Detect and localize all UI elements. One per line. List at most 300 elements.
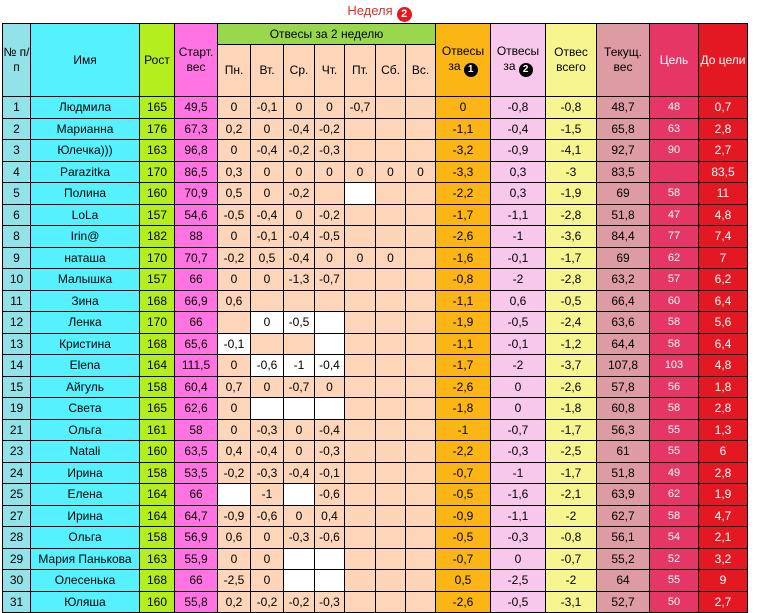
week-badge: 2 [397,7,412,22]
row-day-loss: -0,3 [315,441,345,463]
row-current-weight: 83,5 [597,161,650,183]
row-name: Полина [31,183,140,205]
row-height: 157 [140,269,175,291]
row-day-loss [315,183,345,205]
row-loss-week2: -0,5 [491,591,546,613]
row-start-weight: 56,9 [175,527,218,549]
row-day-loss: 0,6 [218,527,251,549]
row-current-weight: 64,4 [597,333,650,355]
row-day-loss: -0,2 [218,462,251,484]
row-to-goal: 2,7 [699,591,748,613]
row-day-loss: 0,5 [218,183,251,205]
row-start-weight: 49,5 [175,97,218,119]
row-day-loss [345,355,376,377]
row-name: Юляша [31,591,140,613]
row-start-weight: 58 [175,419,218,441]
row-loss-total: -3 [546,161,597,183]
row-loss-week2: 0 [491,548,546,570]
row-goal: 56 [650,376,699,398]
row-day-loss [376,441,406,463]
row-loss-week1: -1,1 [436,290,491,312]
row-height: 158 [140,376,175,398]
row-height: 163 [140,548,175,570]
row-num: 31 [3,591,31,613]
row-current-weight: 92,7 [597,140,650,162]
table-row [3,591,748,613]
row-day-loss: -0,6 [315,527,345,549]
title-text: Неделя [347,3,393,18]
header-to-goal: До цели [699,24,748,97]
row-day-loss [345,183,376,205]
row-to-goal: 7,4 [699,226,748,248]
row-day-loss: 0 [345,161,376,183]
row-day-loss [376,290,406,312]
row-day-loss: -0,4 [284,226,315,248]
header-day: Пт. [345,45,376,97]
row-day-loss [315,312,345,334]
row-day-loss [406,591,436,613]
row-day-loss [406,247,436,269]
row-name: Ленка [31,312,140,334]
row-day-loss: 0 [284,97,315,119]
row-current-weight: 55,2 [597,548,650,570]
row-loss-total: -2,6 [546,376,597,398]
row-num: 15 [3,376,31,398]
header-day: Пн. [218,45,251,97]
row-num: 4 [3,161,31,183]
row-day-loss: -0,5 [218,204,251,226]
row-loss-week1: -0,5 [436,527,491,549]
row-name: наташа [31,247,140,269]
row-goal: 90 [650,140,699,162]
row-start-weight: 70,7 [175,247,218,269]
header-name: Имя [31,24,140,97]
header-loss-week2-label: Отвесы за [496,43,540,73]
row-day-loss [345,312,376,334]
row-day-loss [315,570,345,592]
row-name: Ирина [31,462,140,484]
row-height: 164 [140,484,175,506]
row-loss-week1: -1,6 [436,247,491,269]
row-loss-total: -2,8 [546,269,597,291]
row-day-loss [218,312,251,334]
row-start-weight: 70,9 [175,183,218,205]
row-num: 14 [3,355,31,377]
row-day-loss: -0,6 [251,355,284,377]
row-goal: 55 [650,441,699,463]
row-name: Мария Панькова [31,548,140,570]
row-num: 30 [3,570,31,592]
row-loss-week1: -0,8 [436,269,491,291]
row-goal: 52 [650,548,699,570]
header-goal: Цель [650,24,699,97]
row-name: Юлечка))) [31,140,140,162]
row-day-loss: 0 [284,161,315,183]
row-loss-total: -0,7 [546,548,597,570]
row-day-loss [406,484,436,506]
table-row [3,183,748,205]
row-start-weight: 66,9 [175,290,218,312]
row-day-loss: 0,7 [218,376,251,398]
row-current-weight: 56,1 [597,527,650,549]
row-loss-week1: -1,1 [436,118,491,140]
row-day-loss [406,333,436,355]
row-height: 170 [140,312,175,334]
row-to-goal: 9 [699,570,748,592]
row-loss-week2: -0,1 [491,333,546,355]
row-current-weight: 56,3 [597,419,650,441]
row-loss-total: -2,5 [546,441,597,463]
row-day-loss [345,570,376,592]
row-day-loss [376,527,406,549]
row-day-loss: 0,2 [218,591,251,613]
row-day-loss: 0 [218,419,251,441]
row-day-loss [376,570,406,592]
row-current-weight: 84,4 [597,226,650,248]
row-day-loss: 0 [315,247,345,269]
row-to-goal: 7 [699,247,748,269]
row-loss-total: -1,7 [546,247,597,269]
row-day-loss: 0 [376,247,406,269]
row-start-weight: 67,3 [175,118,218,140]
row-day-loss: -0,4 [284,247,315,269]
row-to-goal: 6 [699,441,748,463]
row-loss-total: -0,8 [546,527,597,549]
row-to-goal: 4,7 [699,505,748,527]
header-losses-group: Отвесы за 2 неделю [218,24,436,45]
row-day-loss [251,333,284,355]
row-day-loss: -0,5 [315,226,345,248]
row-num: 12 [3,312,31,334]
row-loss-week1: -1,1 [436,333,491,355]
row-height: 161 [140,419,175,441]
row-day-loss: 0,3 [218,161,251,183]
row-loss-total: -3,1 [546,591,597,613]
row-day-loss: -1,3 [284,269,315,291]
row-goal: 62 [650,484,699,506]
row-day-loss: -0,2 [284,183,315,205]
row-goal: 55 [650,419,699,441]
row-day-loss [284,290,315,312]
row-day-loss [345,462,376,484]
row-day-loss: -0,4 [315,419,345,441]
row-day-loss [376,204,406,226]
row-to-goal: 6,2 [699,269,748,291]
row-to-goal: 1,3 [699,419,748,441]
row-loss-week1: -1,7 [436,204,491,226]
row-loss-total: -1,5 [546,118,597,140]
row-day-loss: 0 [251,312,284,334]
row-loss-week2: 0,6 [491,290,546,312]
row-loss-week1: -2,6 [436,376,491,398]
row-start-weight: 86,5 [175,161,218,183]
row-day-loss: 0 [315,97,345,119]
row-to-goal: 3,2 [699,548,748,570]
row-height: 163 [140,140,175,162]
table-row [3,548,748,570]
row-day-loss [315,398,345,420]
row-name: Ирина [31,505,140,527]
row-height: 165 [140,398,175,420]
row-day-loss [315,333,345,355]
row-day-loss: -0,7 [315,269,345,291]
row-goal: 103 [650,355,699,377]
row-day-loss: -0,1 [218,333,251,355]
row-goal: 63 [650,118,699,140]
row-day-loss: -0,3 [315,140,345,162]
header-loss-week1-label: Отвесы за [441,43,485,73]
row-day-loss [406,527,436,549]
row-name: Natali [31,441,140,463]
sheet-title [0,3,759,22]
row-loss-total: -0,8 [546,97,597,119]
row-goal: 54 [650,527,699,549]
row-height: 168 [140,570,175,592]
row-day-loss: 0,5 [251,247,284,269]
row-loss-total: -1,7 [546,462,597,484]
header-start-weight: Старт. вес [175,24,218,97]
row-current-weight: 69 [597,247,650,269]
row-loss-week1: -2,2 [436,183,491,205]
row-current-weight: 69 [597,183,650,205]
row-day-loss [345,527,376,549]
row-loss-week2: -1 [491,226,546,248]
row-day-loss [345,548,376,570]
row-day-loss [376,269,406,291]
row-start-weight: 60,4 [175,376,218,398]
table-row [3,247,748,269]
row-loss-week2: -2 [491,269,546,291]
row-day-loss [345,118,376,140]
row-day-loss: 0 [251,527,284,549]
table-row [3,505,748,527]
row-day-loss [345,140,376,162]
row-current-weight: 57,8 [597,376,650,398]
row-loss-week2: 0,3 [491,161,546,183]
row-day-loss: -0,1 [315,462,345,484]
row-day-loss [284,548,315,570]
row-current-weight: 51,8 [597,462,650,484]
row-start-weight: 66 [175,570,218,592]
row-day-loss: 0 [251,118,284,140]
table-row [3,484,748,506]
row-day-loss [376,484,406,506]
row-num: 23 [3,441,31,463]
row-day-loss [376,419,406,441]
row-day-loss [406,355,436,377]
row-day-loss [251,398,284,420]
row-day-loss [406,226,436,248]
table-row [3,398,748,420]
row-day-loss [345,204,376,226]
row-day-loss: -0,6 [315,484,345,506]
row-height: 160 [140,183,175,205]
row-day-loss: 0 [251,570,284,592]
row-loss-week1: -3,2 [436,140,491,162]
row-start-weight: 96,8 [175,140,218,162]
row-loss-week2: -2 [491,355,546,377]
row-height: 164 [140,505,175,527]
row-loss-week1: -3,3 [436,161,491,183]
row-day-loss: -0,7 [345,97,376,119]
row-day-loss [218,484,251,506]
row-day-loss [376,398,406,420]
row-day-loss: 0 [218,140,251,162]
row-goal [650,161,699,183]
row-current-weight: 63,6 [597,312,650,334]
row-to-goal: 1,8 [699,376,748,398]
row-day-loss [376,355,406,377]
row-name: Parazitka [31,161,140,183]
row-to-goal: 4,8 [699,204,748,226]
row-loss-total: -4,1 [546,140,597,162]
row-num: 21 [3,419,31,441]
row-num: 1 [3,97,31,119]
row-loss-total: -2,8 [546,204,597,226]
row-height: 165 [140,97,175,119]
row-start-weight: 53,5 [175,462,218,484]
row-to-goal: 5,6 [699,312,748,334]
row-loss-week1: -0,5 [436,484,491,506]
row-day-loss [251,290,284,312]
table-row [3,462,748,484]
row-day-loss: -0,5 [284,312,315,334]
row-name: Ольга [31,527,140,549]
row-height: 168 [140,290,175,312]
row-start-weight: 64,7 [175,505,218,527]
row-day-loss: -0,4 [284,462,315,484]
row-loss-week1: -2,6 [436,226,491,248]
row-num: 28 [3,527,31,549]
row-height: 170 [140,247,175,269]
row-current-weight: 63,2 [597,269,650,291]
row-day-loss: 0 [218,398,251,420]
row-day-loss: -0,3 [251,462,284,484]
row-day-loss: 0,6 [218,290,251,312]
row-day-loss: -0,2 [284,140,315,162]
row-name: Ольга [31,419,140,441]
row-goal: 58 [650,183,699,205]
table-body [3,97,748,613]
row-num: 2 [3,118,31,140]
row-num: 6 [3,204,31,226]
row-day-loss: -0,2 [218,247,251,269]
row-day-loss: 0 [218,548,251,570]
row-goal: 58 [650,333,699,355]
row-day-loss [345,484,376,506]
row-loss-total: -2,1 [546,484,597,506]
row-day-loss: -0,6 [251,505,284,527]
row-day-loss: -0,4 [284,118,315,140]
row-goal: 47 [650,204,699,226]
row-day-loss [345,398,376,420]
row-day-loss: -0,2 [251,591,284,613]
row-current-weight: 64 [597,570,650,592]
row-name: Кристина [31,333,140,355]
row-loss-week1: -0,7 [436,548,491,570]
row-day-loss [406,398,436,420]
header-height: Рост [140,24,175,97]
row-day-loss [406,419,436,441]
table-row [3,226,748,248]
row-day-loss [376,548,406,570]
row-day-loss [406,441,436,463]
row-loss-week1: -0,7 [436,462,491,484]
row-day-loss [345,333,376,355]
row-day-loss [315,548,345,570]
table-row [3,204,748,226]
row-day-loss: 0 [218,97,251,119]
row-name: Irin@ [31,226,140,248]
row-start-weight: 66 [175,484,218,506]
row-num: 29 [3,548,31,570]
row-to-goal: 6,4 [699,333,748,355]
row-day-loss [284,484,315,506]
row-current-weight: 48,7 [597,97,650,119]
row-day-loss: -2,5 [218,570,251,592]
row-day-loss [284,570,315,592]
row-day-loss [376,140,406,162]
row-day-loss: 0 [406,161,436,183]
row-name: Людмила [31,97,140,119]
row-day-loss [406,462,436,484]
row-day-loss [345,441,376,463]
title-row [0,0,759,23]
row-day-loss [376,226,406,248]
row-current-weight: 107,8 [597,355,650,377]
row-loss-week2: -1,6 [491,484,546,506]
row-loss-week2: -1,1 [491,204,546,226]
row-loss-week1: -1,8 [436,398,491,420]
row-to-goal: 2,8 [699,118,748,140]
table-row [3,140,748,162]
row-start-weight: 55,8 [175,591,218,613]
row-height: 160 [140,441,175,463]
row-goal: 58 [650,398,699,420]
row-day-loss: -0,2 [284,591,315,613]
row-day-loss: 0 [284,419,315,441]
row-day-loss: -0,1 [251,97,284,119]
row-day-loss [345,226,376,248]
row-day-loss [406,183,436,205]
row-num: 13 [3,333,31,355]
row-height: 160 [140,591,175,613]
row-day-loss: 0 [315,376,345,398]
row-day-loss [376,118,406,140]
table-row [3,333,748,355]
row-loss-total: -0,5 [546,290,597,312]
header-day: Чт. [315,45,345,97]
row-loss-week1: -2,6 [436,591,491,613]
row-to-goal: 0,7 [699,97,748,119]
row-day-loss: -1 [251,484,284,506]
header-current-weight: Текущ. вес [597,24,650,97]
row-loss-total: -1,2 [546,333,597,355]
row-current-weight: 65,8 [597,118,650,140]
row-num: 8 [3,226,31,248]
row-day-loss [345,290,376,312]
row-day-loss: 0 [251,183,284,205]
row-name: LoLa [31,204,140,226]
row-goal: 62 [650,247,699,269]
row-day-loss: -1 [284,355,315,377]
row-name: Elena [31,355,140,377]
row-loss-total: -1,7 [546,419,597,441]
row-to-goal: 2,8 [699,462,748,484]
row-to-goal: 2,7 [699,140,748,162]
row-day-loss: 0 [284,441,315,463]
row-day-loss: -0,2 [315,118,345,140]
